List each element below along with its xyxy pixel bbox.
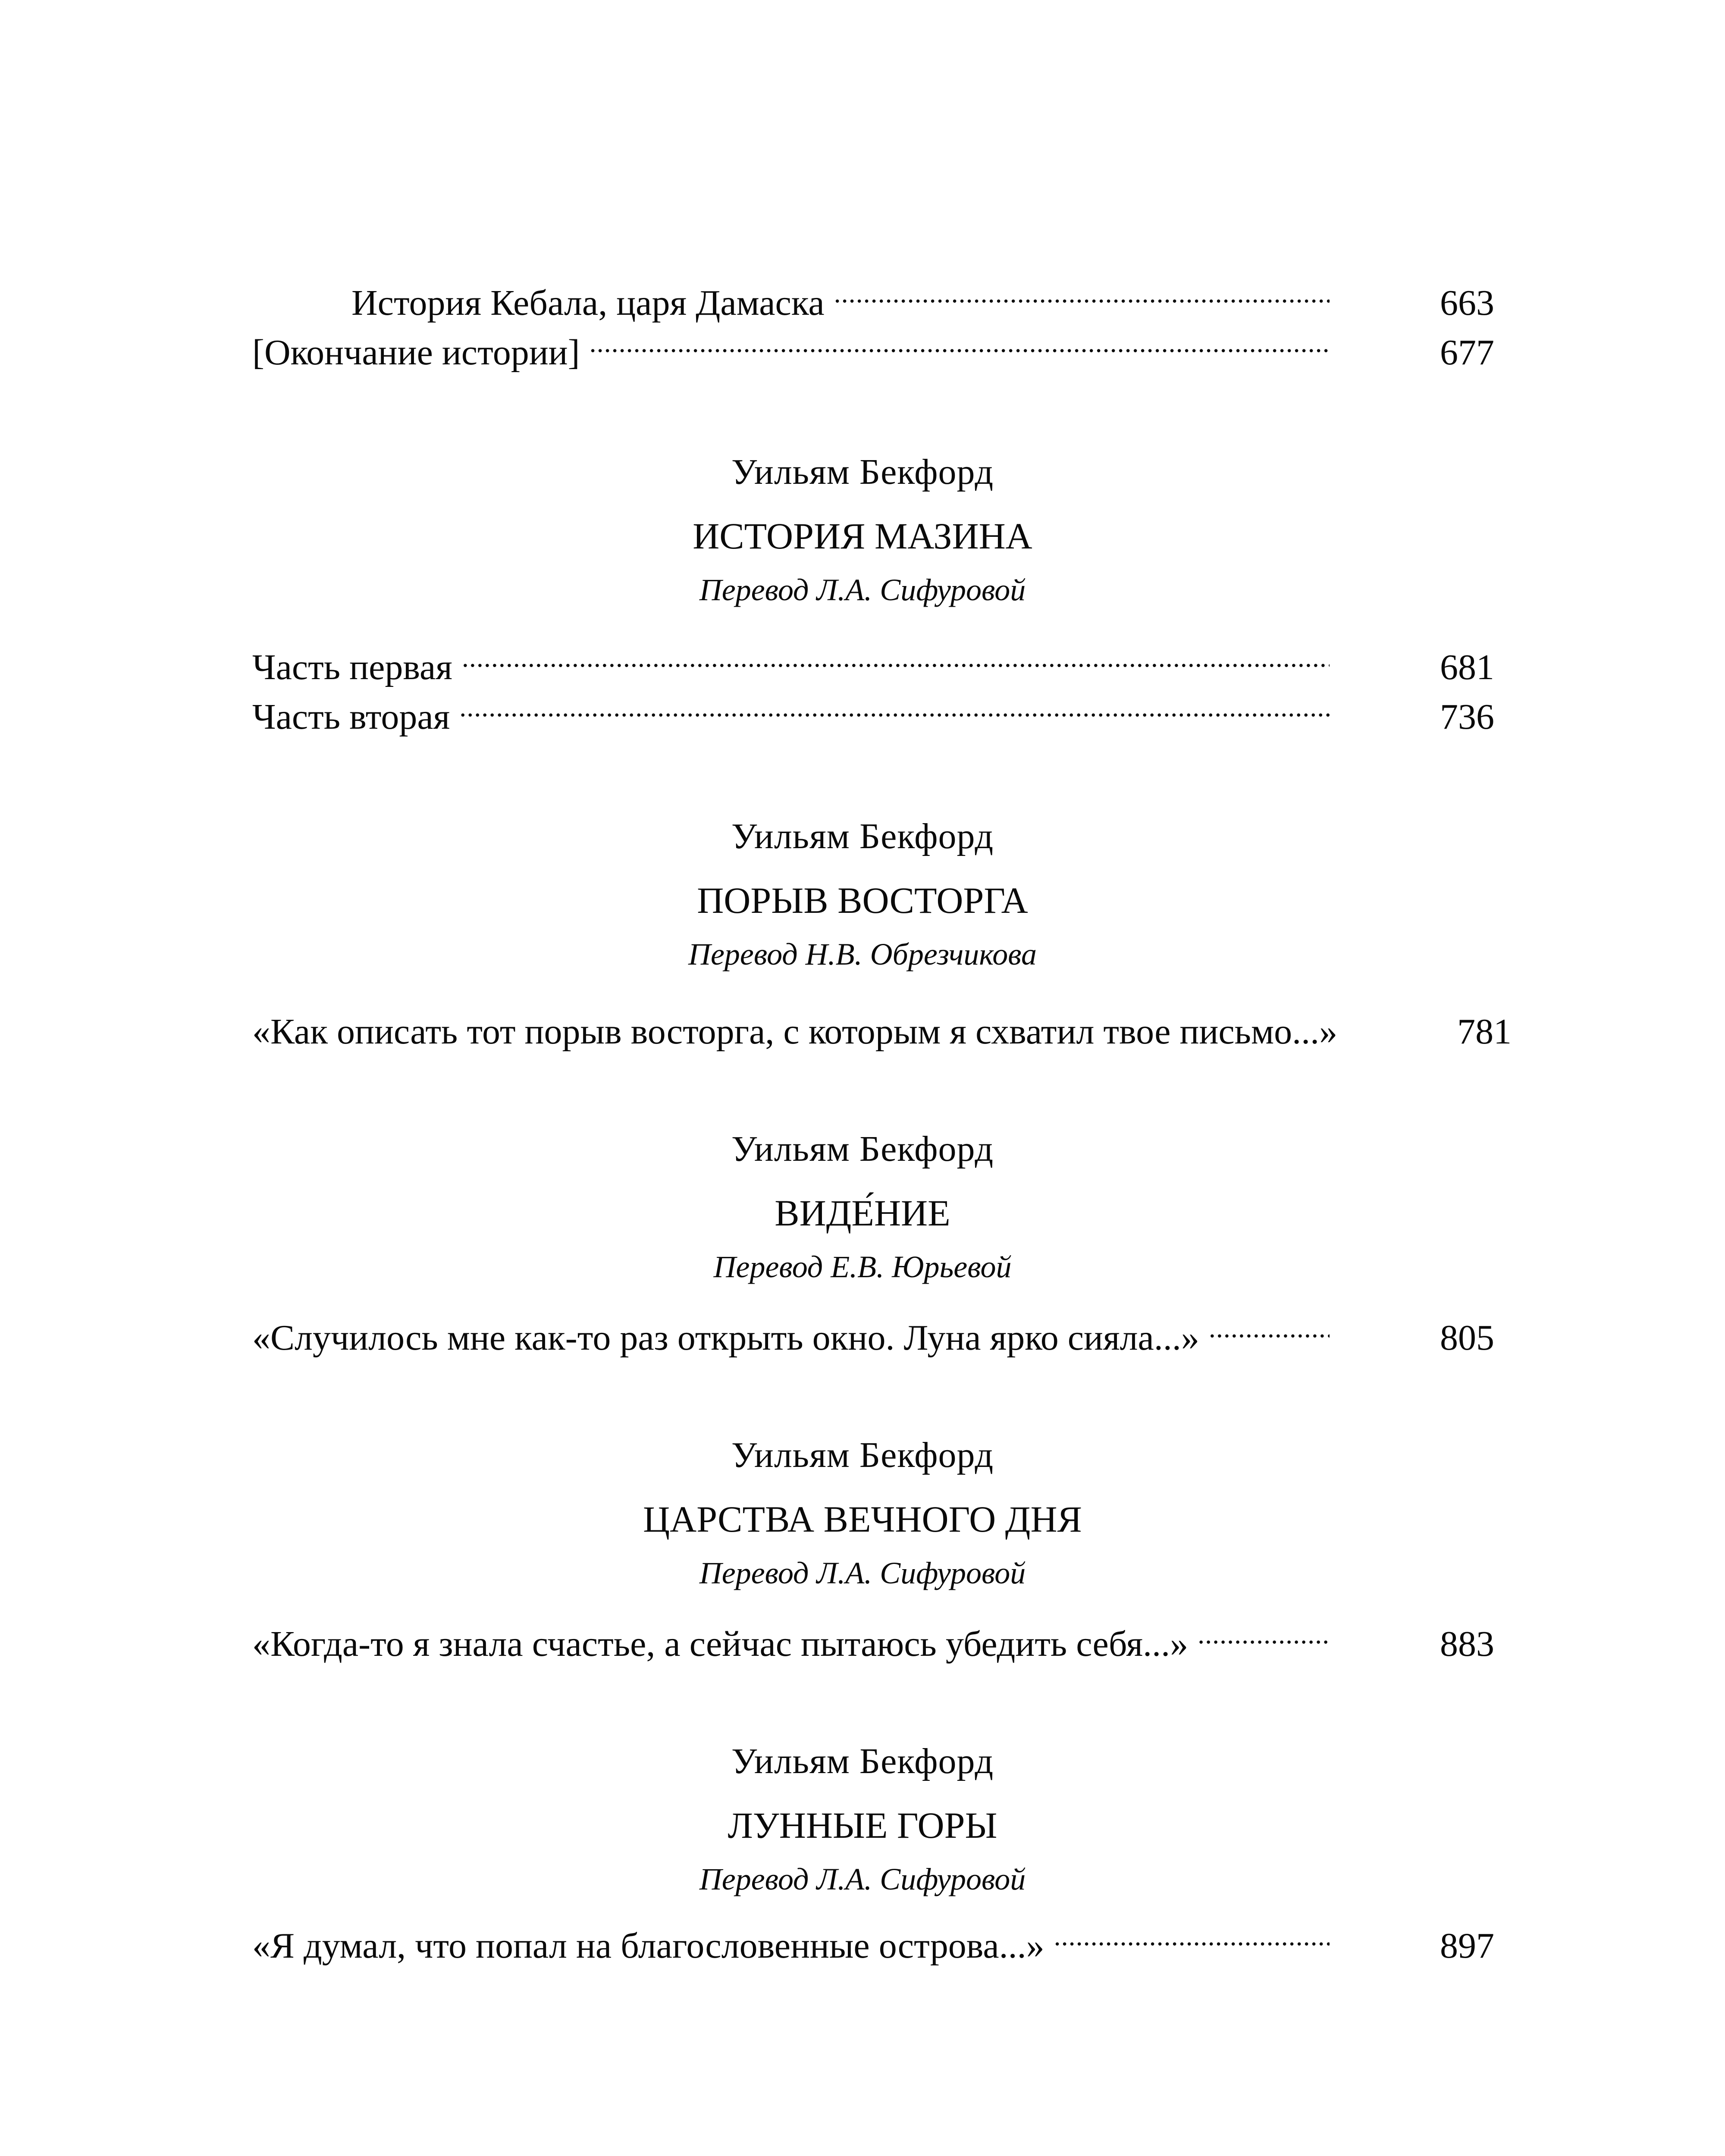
translator-credit: Перевод Е.В. Юрьевой (713, 1250, 1012, 1284)
dot-leader (590, 317, 1330, 364)
dot-leader (834, 267, 1330, 315)
toc-entry-page: 681 (1440, 647, 1494, 687)
toc-entry-title: [Окончание истории] (252, 332, 580, 373)
section-heading (0, 1432, 1725, 1595)
toc-entry (252, 1302, 1494, 1358)
work-title: ЦАРСТВА ВЕЧНОГО ДНЯ (643, 1498, 1082, 1540)
translator-credit: Перевод Л.А. Сифуровой (699, 1556, 1026, 1590)
toc-entry-title: «Я думал, что попал на благословенные острова...» (252, 1926, 1044, 1966)
toc-entry-page: 677 (1440, 332, 1494, 373)
dot-leader (462, 632, 1330, 679)
toc-entry (252, 996, 1512, 1052)
toc-entry (252, 681, 1494, 737)
work-title: ИСТОРИЯ МАЗИНА (693, 515, 1032, 557)
author-name: Уильям Бекфорд (731, 1129, 994, 1169)
translator-credit: Перевод Л.А. Сифуровой (699, 1862, 1026, 1896)
toc-entry-title: Часть первая (252, 647, 452, 687)
author-name: Уильям Бекфорд (731, 452, 994, 492)
toc-entry-page: 736 (1440, 697, 1494, 737)
section-heading (0, 1125, 1725, 1288)
work-title: ВИДЕ́НИЕ (775, 1192, 950, 1234)
toc-entry (252, 1608, 1494, 1664)
author-name: Уильям Бекфорд (731, 816, 994, 856)
toc-entry-title: Часть вторая (252, 697, 450, 737)
toc-entry-page: 883 (1440, 1624, 1494, 1664)
toc-entry-title: «Случилось мне как-то раз открыть окно. Луна ярко сияла...» (252, 1318, 1199, 1358)
section-heading (0, 1738, 1725, 1901)
toc-entry-title: «Когда-то я знала счастье, а сейчас пытаюсь убедить себя...» (252, 1624, 1189, 1664)
author-name: Уильям Бекфорд (731, 1741, 994, 1781)
toc-entry-page: 897 (1440, 1926, 1494, 1966)
toc-entry (252, 1910, 1494, 1966)
dot-leader (1209, 1302, 1330, 1350)
author-name: Уильям Бекфорд (731, 1435, 994, 1475)
toc-entry (252, 632, 1494, 687)
dot-leader (1198, 1608, 1330, 1656)
work-title: ПОРЫВ ВОСТОРГА (697, 880, 1028, 921)
toc-entry (252, 317, 1494, 373)
toc-entry-title: «Как описать тот порыв восторга, с которым я схватил твое письмо...» (252, 1012, 1338, 1052)
toc-entry-page: 663 (1440, 283, 1494, 323)
toc-entry-title: История Кебала, царя Дамаска (351, 283, 825, 323)
work-title: ЛУННЫЕ ГОРЫ (728, 1805, 997, 1846)
translator-credit: Перевод Л.А. Сифуровой (699, 573, 1026, 607)
section-heading (0, 813, 1725, 976)
toc-entry-page: 805 (1440, 1318, 1494, 1358)
dot-leader (459, 681, 1330, 729)
toc-entry-page: 781 (1457, 1012, 1512, 1052)
dot-leader (1054, 1910, 1330, 1958)
toc-entry (351, 267, 1494, 323)
section-heading (0, 448, 1725, 611)
translator-credit: Перевод Н.В. Обрезчикова (688, 937, 1037, 971)
